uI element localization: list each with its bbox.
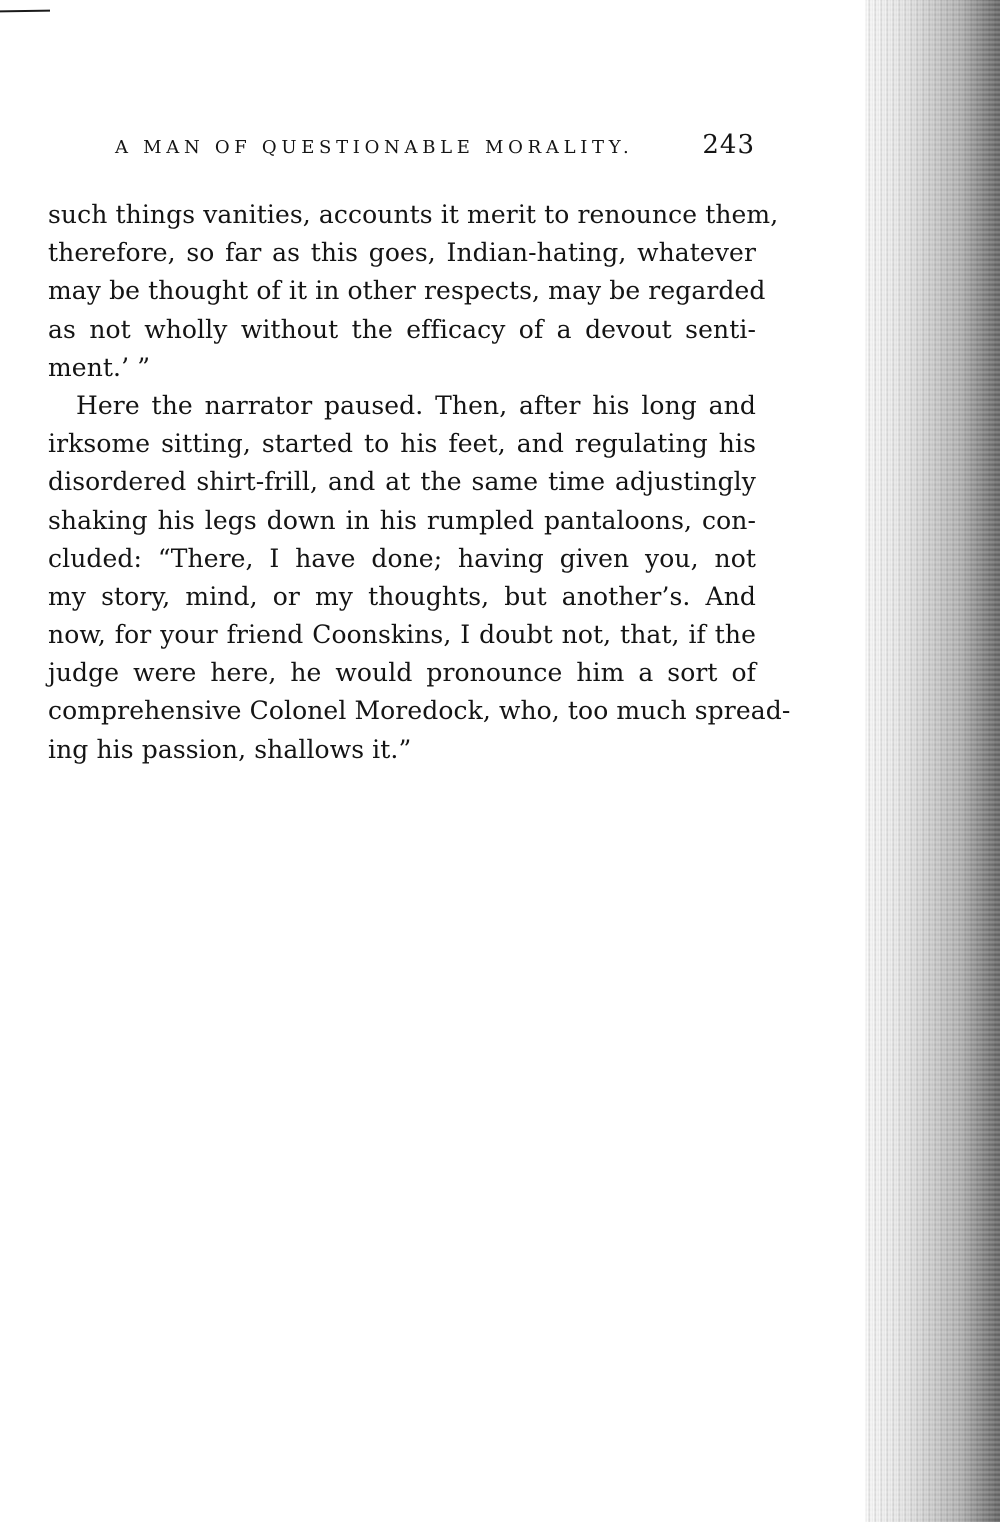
text-line: such things vanities, accounts it merit to renounce them, <box>48 200 779 229</box>
paragraph-1 <box>48 196 779 387</box>
text-line: disordered shirt-frill, and at the same time adjustingly <box>48 467 756 497</box>
text-line: may be thought of it in other respects, may be regarded <box>48 276 766 306</box>
text-line: shaking his legs down in his rumpled pantaloons, con- <box>48 505 756 535</box>
page-edge-shading <box>865 0 1000 1522</box>
page-number: 243 <box>702 130 755 160</box>
text-line: cluded: “There, I have done; having given you, not <box>48 543 756 573</box>
text-line: comprehensive Colonel Moredock, who, too much spread- <box>48 696 791 726</box>
text-line: irksome sitting, started to his feet, and regulating his <box>48 429 756 459</box>
corner-mark <box>0 10 50 13</box>
text-line: judge were here, he would pronounce him a sort of <box>48 658 756 688</box>
text-line: Here the narrator paused. Then, after his long and <box>76 390 756 420</box>
running-head: A MAN OF QUESTIONABLE MORALITY. <box>115 137 634 158</box>
page-header <box>115 130 755 170</box>
paragraph-2 <box>48 387 791 769</box>
text-line: as not wholly without the efficacy of a devout senti- <box>48 314 756 344</box>
text-line: now, for your friend Coonskins, I doubt not, that, if the <box>48 620 756 650</box>
text-line: ing his passion, shallows it.” <box>48 734 412 764</box>
text-line: my story, mind, or my thoughts, but another’s. And <box>48 581 756 611</box>
body-text <box>48 196 791 769</box>
text-line: ment.’ ” <box>48 352 151 382</box>
text-line: therefore, so far as this goes, Indian-hating, whatever <box>48 238 756 268</box>
